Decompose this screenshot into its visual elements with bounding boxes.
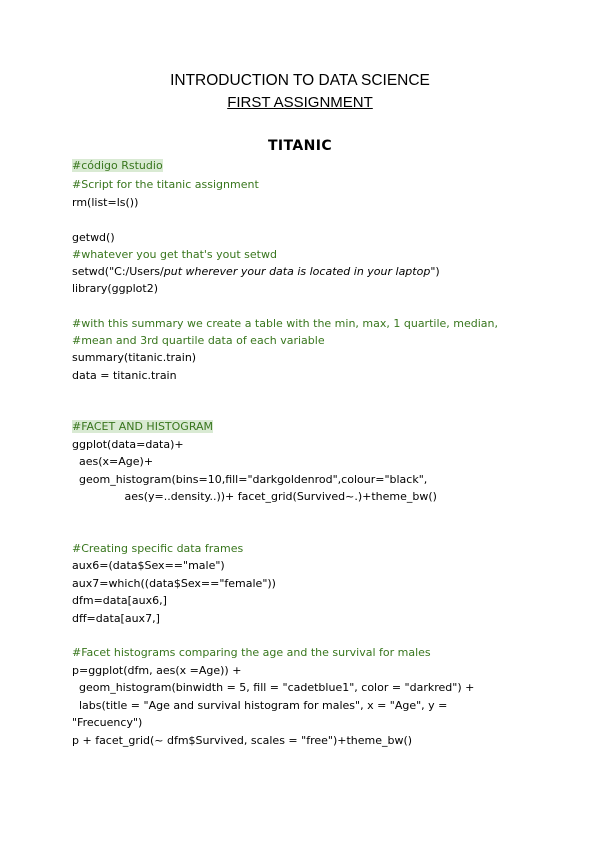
assignment-subtitle-text: FIRST ASSIGNMENT bbox=[227, 94, 373, 111]
code-line: aes(y=..density..))+ facet_grid(Survived~.)+theme_bw() bbox=[72, 490, 437, 503]
code-line: data = titanic.train bbox=[72, 369, 177, 382]
comment-line: #mean and 3rd quartile data of each variable bbox=[72, 334, 325, 347]
code-line: dfm=data[aux6,] bbox=[72, 594, 167, 607]
course-title: INTRODUCTION TO DATA SCIENCE bbox=[170, 72, 430, 89]
section-heading-highlighted: #FACET AND HISTOGRAM bbox=[72, 420, 214, 433]
code-line bbox=[72, 159, 163, 173]
comment-line: #Facet histograms comparing the age and the survival for males bbox=[72, 646, 431, 659]
comment-highlighted: #código Rstudio bbox=[72, 159, 163, 172]
assignment-subtitle bbox=[0, 94, 600, 111]
code-line: library(ggplot2) bbox=[72, 282, 159, 295]
code-line: "Frecuency") bbox=[72, 716, 143, 729]
setwd-prefix: setwd("C:/Users/ bbox=[72, 265, 164, 278]
code-line: ggplot(data=data)+ bbox=[72, 438, 184, 451]
code-line: p=ggplot(dfm, aes(x =Age)) + bbox=[72, 664, 242, 677]
code-line bbox=[72, 420, 213, 434]
code-line: rm(list=ls()) bbox=[72, 196, 139, 209]
comment-line: #Creating specific data frames bbox=[72, 542, 244, 555]
code-line: dff=data[aux7,] bbox=[72, 612, 160, 625]
code-line: summary(titanic.train) bbox=[72, 351, 197, 364]
code-line: labs(title = "Age and survival histogram for males", x = "Age", y = bbox=[72, 699, 448, 712]
comment-line: #with this summary we create a table with the min, max, 1 quartile, median, bbox=[72, 317, 498, 330]
code-line: geom_histogram(bins=10,fill="darkgoldenrod",colour="black", bbox=[72, 473, 428, 486]
code-line: aux7=which((data$Sex=="female")) bbox=[72, 577, 276, 590]
comment-line: #Script for the titanic assignment bbox=[72, 178, 259, 191]
code-line: p + facet_grid(~ dfm$Survived, scales = "free")+theme_bw() bbox=[72, 734, 413, 747]
code-line bbox=[72, 265, 440, 279]
code-line: aux6=(data$Sex=="male") bbox=[72, 559, 225, 572]
code-line: getwd() bbox=[72, 231, 115, 244]
comment-line: #whatever you get that's yout setwd bbox=[72, 248, 277, 261]
code-line: geom_histogram(binwidth = 5, fill = "cadetblue1", color = "darkred") + bbox=[72, 681, 475, 694]
setwd-suffix: ") bbox=[430, 265, 440, 278]
code-line: aes(x=Age)+ bbox=[72, 455, 154, 468]
topic-heading: TITANIC bbox=[267, 138, 333, 154]
setwd-placeholder: put wherever your data is located in your laptop bbox=[163, 265, 431, 278]
